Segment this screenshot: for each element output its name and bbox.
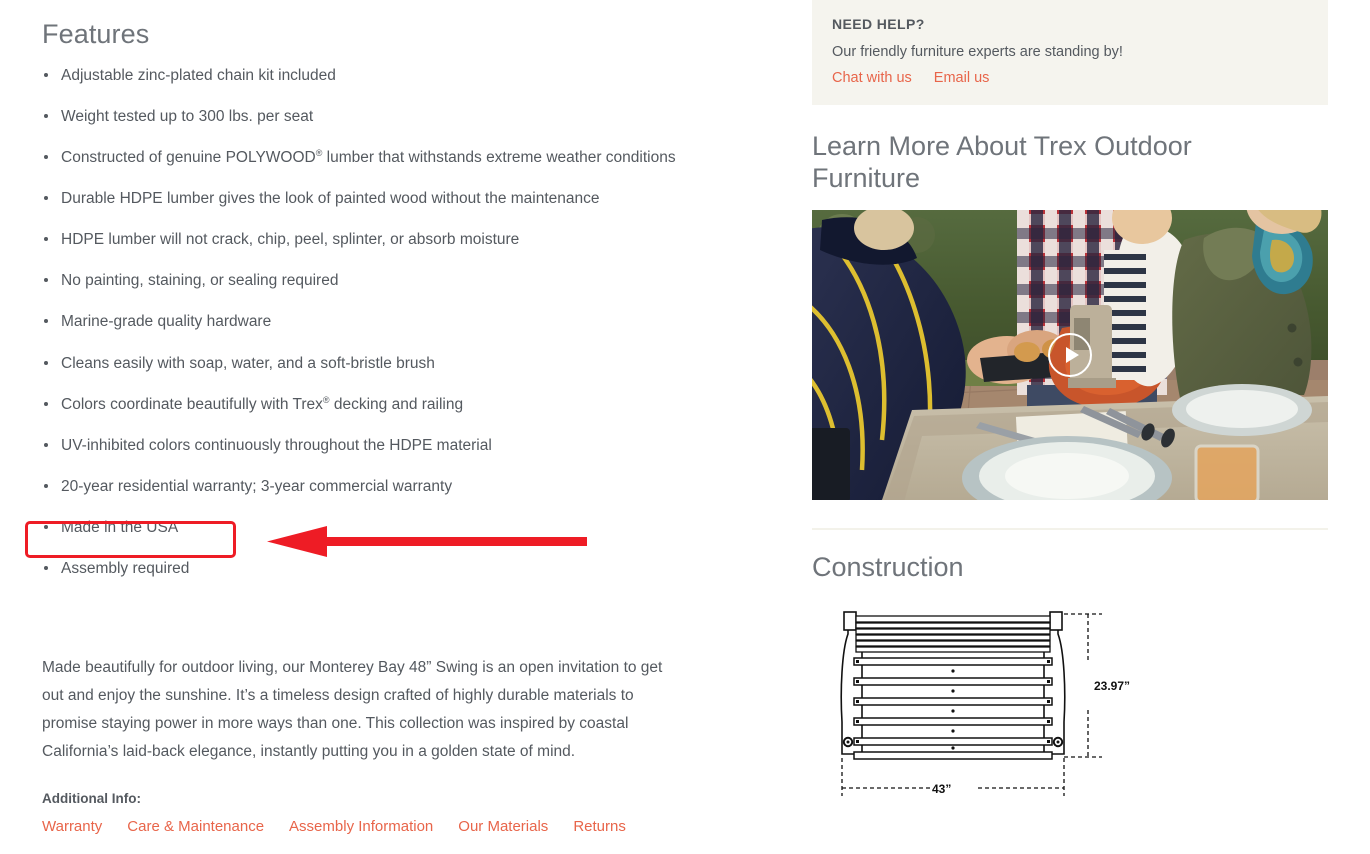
list-item	[42, 105, 742, 129]
list-item	[42, 434, 742, 458]
list-item	[42, 64, 742, 88]
additional-info-label: Additional Info:	[42, 791, 141, 807]
feature-text: Durable HDPE lumber gives the look of painted wood without the maintenance	[61, 190, 600, 208]
bullet-icon	[44, 237, 48, 241]
list-item	[42, 352, 742, 376]
link-returns[interactable]: Returns	[573, 818, 626, 836]
bullet-icon	[44, 566, 48, 570]
link-care-maintenance[interactable]: Care & Maintenance	[127, 818, 265, 836]
section-divider	[812, 528, 1328, 530]
bullet-icon	[44, 73, 48, 77]
construction-diagram	[812, 600, 1328, 850]
product-description: Made beautifully for outdoor living, our Monterey Bay 48” Swing is an open invitation to get out and enjoy the sunshine. It’s a timeless design crafted of highly durable materials to promise staying power in more ways than one. This collection was inspired by coastal California’s laid-back elegance, instantly putting you in a golden state of mind.	[42, 658, 663, 761]
video-thumbnail[interactable]	[812, 210, 1328, 500]
dimension-width-label: 43”	[932, 781, 952, 796]
page-title: Features	[42, 19, 150, 49]
need-help-text: Our friendly furniture experts are standing by!	[832, 44, 1123, 60]
bullet-icon	[44, 155, 48, 159]
bullet-icon	[44, 484, 48, 488]
feature-text: Marine-grade quality hardware	[61, 313, 272, 331]
bullet-icon	[44, 319, 48, 323]
feature-text: No painting, staining, or sealing required	[61, 272, 339, 290]
link-warranty[interactable]: Warranty	[42, 818, 103, 836]
list-item	[42, 516, 742, 540]
play-icon[interactable]	[1048, 333, 1092, 377]
need-help-title: NEED HELP?	[832, 16, 925, 32]
feature-text: HDPE lumber will not crack, chip, peel, splinter, or absorb moisture	[61, 231, 520, 249]
additional-info-links	[42, 818, 742, 835]
bullet-icon	[44, 402, 48, 406]
need-help-links	[832, 69, 1308, 87]
right-sidebar-column	[812, 0, 1328, 850]
dimension-height-label: 23.97”	[1094, 678, 1131, 693]
list-item	[42, 146, 742, 170]
bullet-icon	[44, 278, 48, 282]
feature-text: Made in the USA	[61, 518, 179, 536]
list-item	[42, 187, 742, 211]
bullet-icon	[44, 361, 48, 365]
list-item	[42, 269, 742, 293]
construction-heading: Construction	[812, 552, 964, 583]
link-assembly-information[interactable]: Assembly Information	[289, 818, 434, 836]
list-item	[42, 310, 742, 334]
bullet-icon	[44, 196, 48, 200]
bullet-icon	[44, 114, 48, 118]
features-list	[42, 64, 742, 580]
list-item-assembly-required	[42, 557, 742, 581]
list-item	[42, 475, 742, 499]
list-item	[42, 393, 742, 417]
feature-text: UV-inhibited colors continuously throughout the HDPE material	[61, 436, 492, 454]
learn-more-heading: Learn More About Trex Outdoor Furniture	[812, 131, 1192, 193]
feature-text: Colors coordinate beautifully with Trex® decking and railing	[61, 394, 464, 413]
play-triangle-icon	[1066, 347, 1079, 363]
feature-text: Weight tested up to 300 lbs. per seat	[61, 108, 314, 126]
feature-text: 20-year residential warranty; 3-year commercial warranty	[61, 477, 453, 495]
swing-dimension-drawing	[826, 590, 1342, 820]
feature-text: Cleans easily with soap, water, and a soft-bristle brush	[61, 354, 435, 372]
left-content-column	[42, 0, 742, 835]
list-item	[42, 228, 742, 252]
feature-text: Assembly required	[61, 559, 190, 577]
feature-text: Adjustable zinc-plated chain kit included	[61, 67, 336, 85]
feature-text: Constructed of genuine POLYWOOD® lumber that withstands extreme weather conditions	[61, 148, 676, 167]
link-our-materials[interactable]: Our Materials	[458, 818, 549, 836]
bullet-icon	[44, 443, 48, 447]
bullet-icon	[44, 525, 48, 529]
need-help-box	[812, 0, 1328, 105]
chat-with-us-link[interactable]: Chat with us	[832, 70, 912, 86]
email-us-link[interactable]: Email us	[933, 70, 990, 86]
